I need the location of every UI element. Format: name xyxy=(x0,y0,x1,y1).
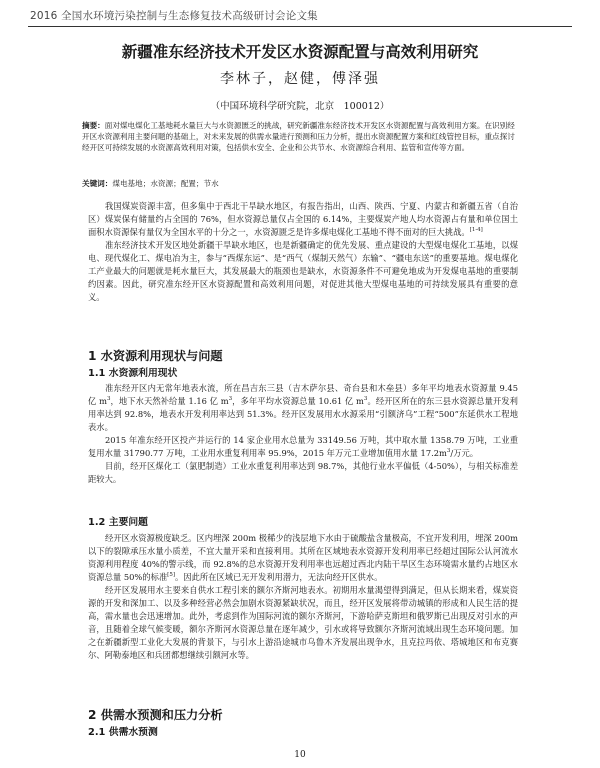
introduction xyxy=(88,200,518,304)
abstract-label: 摘要： xyxy=(82,121,105,130)
abstract-text: 面对煤电煤化工基地耗水量巨大与水资源匮乏的挑战，研究新疆准东经济技术开发区水资源配置与高效利用方案。在识别经开区水资源利用主要问题的基础上，对未来发展的供需水量进行预测和压力分析，提出水资源配置方案和红线管控目标，重点探讨经开区可持续发展的水资源高效利用对策，包括供水安全、企业和公共节水、水资源综合利用、监管和宣传等方面。 xyxy=(82,121,515,153)
paragraph: 经开区水资源极度缺乏。区内埋深 200m 极稀少的浅层地下水由于硫酸盐含量极高，不宜开发利用，埋深 200m 以下的裂隙承压水量小质差，不宜大量开采和直接利用。其所在区域地表水资源开发利用率已经超过国际公认河流水资源利用程度 40%的警示线，而 92.8%的总水资源开发利用率也远超过西北内陆干旱区生态环境需水量约占地区水资源总量 50%的标准[5]。因此所在区域已无开发利用潜力，无法向经开区供水。 xyxy=(88,533,518,582)
citation: [5] xyxy=(167,572,175,579)
citation: [1-4] xyxy=(469,227,483,234)
section-1-heading: 1 水资源利用现状与问题 xyxy=(88,349,223,363)
keywords-label: 关键词： xyxy=(82,179,113,188)
keywords xyxy=(82,178,522,189)
section-1-2-body xyxy=(88,532,518,662)
paragraph: 经开区发展用水主要来自供水工程引来的额尔齐斯河地表水。初期用水量渴望得到满足，但从长期来看，煤炭资源的开发和深加工、以及多种经营必然会加剧水资源紧缺状况，而且，经开区发展将带动城镇的形成和人民生活的提高，需水量也会迅速增加。此外，考虑到作为国际河流的额尔齐斯河，下游哈萨克斯坦和俄罗斯已出现反对引水的声音，且随着全球气候变暖，额尔齐斯河水资源总量在逐年减少，引水或将导致额尔齐斯河流域出现生态环境问题。加之在新疆新型工业化大发展的背景下，与引水上游沿途城市乌鲁木齐发展出现争水，且克拉玛依、塔城地区和布克赛尔、阿勒泰地区和兵团都想继续引额河水等。 xyxy=(88,585,518,660)
paper-title: 新疆准东经济技术开发区水资源配置与高效利用研究 xyxy=(121,43,479,61)
section-2-1-heading: 2.1 供需水预测 xyxy=(88,727,158,738)
paragraph: 准东经开区内无常年地表水流，所在昌吉东三县（吉木萨尔县、奇台县和木垒县）多年平均地表水资源量 9.45 亿 $m^3$，地下水天然补给量 1.16 亿 $m^3$，多年平均水资源总量 10.61 亿 $m^3$。经开区所在的东三县水资源总量开发利用率达到 92.8%，地表水开发利用率达到 51.3%。经开区发展用水水源采用“引额济乌”工程“500”东延供水工程地表水。 xyxy=(88,383,518,432)
intro-paragraph-1: 我国煤炭资源丰富，但多集中于西北干旱缺水地区，有报告指出，山西、陕西、宁夏、内蒙古和新疆五省（自治区）煤炭保有储量约占全国的 76%，但水资源总量仅占全国的 6.14%，主要煤炭产地人均水资源占有量和单位国土面积水资源保有量仅为全国水平的十分之一，水资源匮乏是许多煤电煤化工基地不得不面对的巨大挑战。[1-4] xyxy=(88,201,518,237)
paragraph: 2015 年准东经开区投产并运行的 14 家企业用水总量为 33149.56 万吨，其中取水量 1358.79 万吨，工业重复用水量 31790.77 万吨，工业用水重复利用率 95.9%，2015 年万元工业增加值用水量 $17.2m^3/$万元。 xyxy=(88,435,518,458)
header-rule xyxy=(28,26,572,27)
keywords-text: 煤电基地；水资源；配置；节水 xyxy=(112,179,219,188)
section-2-heading: 2 供需水预测和压力分析 xyxy=(88,708,223,722)
running-header: 2016 全国水环境污染控制与生态修复技术高级研讨会论文集 xyxy=(30,10,318,22)
section-1-1-body xyxy=(88,382,518,486)
abstract xyxy=(82,120,522,154)
page-number: 10 xyxy=(294,750,306,760)
section-1-2-heading: 1.2 主要问题 xyxy=(88,517,148,528)
paragraph: 目前，经开区煤化工（氯肥制造）工业水重复利用率达到 98.7%，其他行业水平偏低（4-50%），与相关标准差距较大。 xyxy=(88,461,518,484)
authors: 李林子，赵健，傅泽强 xyxy=(220,71,380,87)
affiliation: （中国环境科学研究院，北京 100012） xyxy=(210,101,390,112)
intro-paragraph-2: 准东经济技术开发区地处新疆干旱缺水地区，也是新疆确定的优先发展、重点建设的大型煤电煤化工基地，以煤电、现代煤化工、煤电冶为主，参与“西煤东运”、是“西气（煤制天然气）东输”、“疆电东送”的重要基地。煤电煤化工产业最大的问题就是耗水量巨大，其发展最大的瓶颈也是缺水，水资源条件不可避免地成为开发煤电基地的重要制约因素。因此，研究准东经开区水资源配置和高效利用问题，对促进其他大型煤电基地的可持续发展具有重要的意义。 xyxy=(88,240,518,302)
section-1-1-heading: 1.1 水资源利用现状 xyxy=(88,368,178,379)
